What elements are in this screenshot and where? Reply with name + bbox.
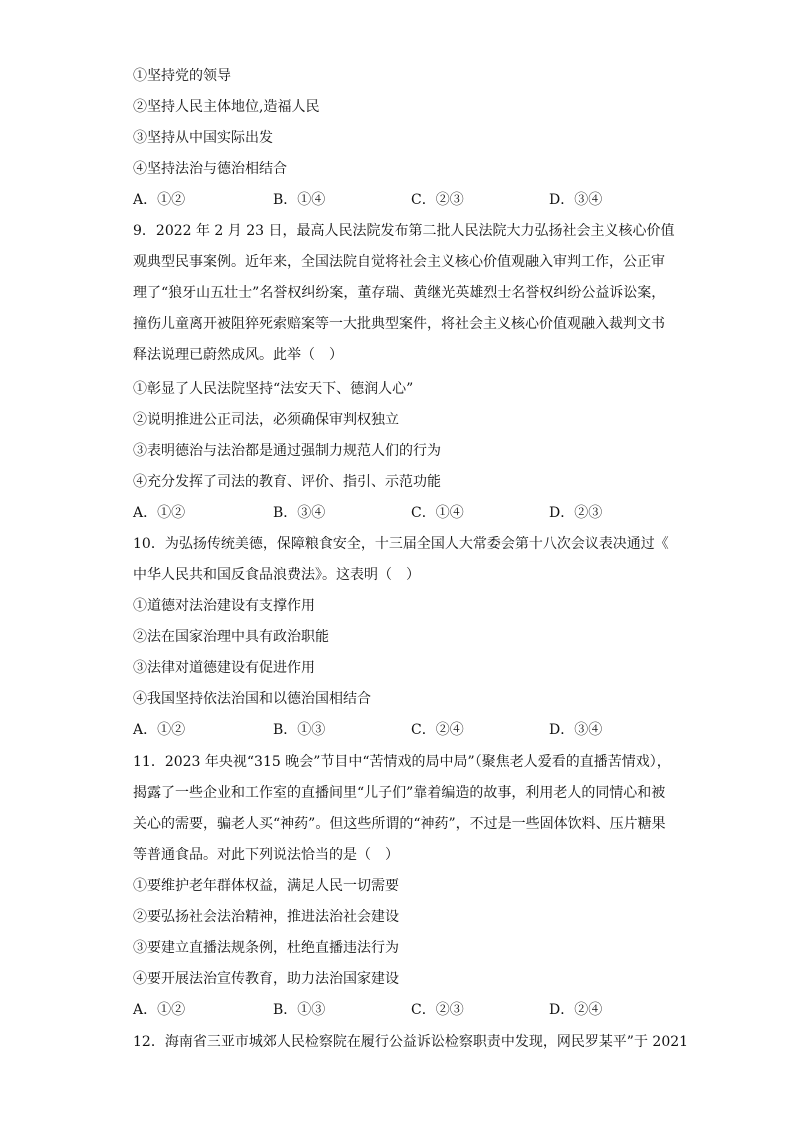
q9-stem-line-5: 释法说理已蔚然成风。此举（ ） [133, 347, 343, 363]
q9-option-3: ③表明德治与法治都是通过强制力规范人们的行为 [133, 443, 441, 459]
q9-option-2: ②说明推进公正司法，必须确保审判权独立 [133, 412, 399, 428]
q8-option-2: ②坚持人民主体地位,造福人民 [133, 99, 320, 115]
q11-option-1: ①要维护老年群体权益，满足人民一切需要 [133, 878, 399, 894]
q11-choice-a: A．①② [133, 1002, 186, 1018]
q10-stem-line-2: 中华人民共和国反食品浪费法》。这表明（ ） [133, 567, 420, 583]
q10-answer-choices [133, 720, 663, 740]
q11-option-4: ④要开展法治宣传教育，助力法治国家建设 [133, 971, 399, 987]
q11-choice-c: C．②③ [411, 1002, 464, 1018]
q8-option-1: ①坚持党的领导 [133, 68, 231, 84]
q9-choice-b: B．③④ [273, 505, 326, 521]
q10-option-2: ②法在国家治理中具有政治职能 [133, 629, 329, 645]
q11-choice-b: B．①③ [273, 1002, 326, 1018]
q9-choice-d: D．②③ [549, 505, 603, 521]
q8-option-3: ③坚持从中国实际出发 [133, 130, 273, 146]
q11-stem-line-2: 揭露了一些企业和工作室的直播间里“儿子们”靠着编造的故事，利用老人的同情心和被 [133, 785, 666, 801]
q9-choice-a: A．①② [133, 505, 186, 521]
q9-answer-choices [133, 503, 663, 523]
q11-stem-line-4: 等普通食品。对此下列说法恰当的是（ ） [133, 847, 399, 863]
q11-option-2: ②要弘扬社会法治精神，推进法治社会建设 [133, 909, 399, 925]
q11-answer-choices [133, 1000, 663, 1020]
q8-choice-d: D．③④ [549, 192, 603, 208]
q9-stem-line-3: 理了“狼牙山五壮士”名誉权纠纷案，董存瑞、黄继光英雄烈士名誉权纠纷公益诉讼案， [133, 285, 666, 301]
q9-stem-line-1: 9．2022 年 2 月 23 日，最高人民法院发布第二批人民法院大力弘扬社会主义核心价值 [133, 223, 675, 239]
q9-stem-line-4: 撞伤儿童离开被阻猝死索赔案等一大批典型案件，将社会主义核心价值观融入裁判文书 [133, 316, 665, 332]
q8-choice-c: C．②③ [411, 192, 464, 208]
q8-choice-b: B．①④ [273, 192, 326, 208]
q10-choice-d: D．③④ [549, 722, 603, 738]
q9-stem-line-2: 观典型民事案例。近年来，全国法院自觉将社会主义核心价值观融入审判工作，公正审 [133, 254, 665, 270]
q9-option-4: ④充分发挥了司法的教育、评价、指引、示范功能 [133, 474, 441, 490]
q9-choice-c: C．①④ [411, 505, 464, 521]
q10-choice-c: C．②④ [411, 722, 464, 738]
q11-stem-line-1: 11．2023 年央视“315 晚会”节目中“苦情戏的局中局”（聚焦老人爱看的直播苦情戏）， [133, 754, 671, 770]
q12-stem-line-1: 12．海南省三亚市城郊人民检察院在履行公益诉讼检察职责中发现，网民罗某平”于 2021 [133, 1034, 689, 1050]
q8-choice-a: A．①② [133, 192, 186, 208]
q10-option-4: ④我国坚持依法治国和以德治国相结合 [133, 691, 371, 707]
q9-option-1: ①彰显了人民法院坚持“法安天下、德润人心” [133, 381, 414, 397]
q11-stem-line-3: 关心的需要，骗老人买“神药”。但这些所谓的“神药”，不过是一些固体饮料、压片糖果 [133, 816, 666, 832]
q11-choice-d: D．②④ [549, 1002, 603, 1018]
q10-choice-b: B．①③ [273, 722, 326, 738]
q10-stem-line-1: 10．为弘扬传统美德，保障粮食安全，十三届全国人大常委会第十八次会议表决通过《 [133, 536, 669, 552]
q10-option-3: ③法律对道德建设有促进作用 [133, 660, 315, 676]
q11-option-3: ③要建立直播法规条例，杜绝直播违法行为 [133, 940, 399, 956]
q10-choice-a: A．①② [133, 722, 186, 738]
q8-option-4: ④坚持法治与德治相结合 [133, 161, 287, 177]
q10-option-1: ①道德对法治建设有支撑作用 [133, 598, 315, 614]
q8-answer-choices [133, 190, 663, 210]
